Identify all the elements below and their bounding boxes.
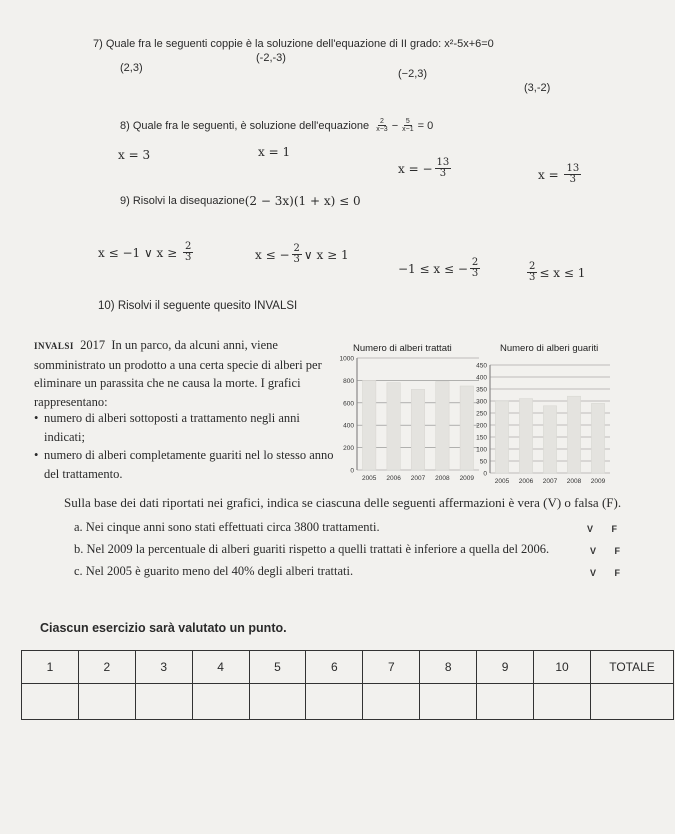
score-header-4: 4 (192, 651, 249, 684)
score-cell[interactable] (420, 684, 477, 720)
score-cell[interactable] (78, 684, 135, 720)
x-tick-label: 2008 (566, 478, 582, 485)
score-cell[interactable] (22, 684, 79, 720)
score-cell[interactable] (534, 684, 591, 720)
score-cell[interactable] (306, 684, 363, 720)
vf-choice-b[interactable]: V F (590, 546, 629, 556)
q8-frac-1: $\frac{2}{x-3}$ (376, 118, 388, 133)
x-tick-label: 2005 (494, 478, 510, 485)
chart-title: Numero di alberi trattati (353, 343, 452, 354)
bar (591, 403, 604, 473)
y-tick-label: 0 (350, 467, 354, 475)
y-tick-label: 250 (476, 410, 487, 418)
score-header-9: 9 (477, 651, 534, 684)
question-7-text: 7) Quale fra le seguenti coppie è la soluzione dell'equazione di II grado: x²-5x+6=0 (93, 38, 494, 50)
bar (543, 406, 556, 473)
y-tick-label: 800 (343, 377, 354, 385)
x-tick-label: 2009 (459, 475, 475, 482)
instruction-text: Sulla base dei dati riportati nei grafici, indica se ciascuna delle seguenti affermazioni è vera (V) o falsa (F). (64, 495, 622, 510)
footer-note: Ciascun esercizio sarà valutato un punto. (40, 621, 287, 635)
y-tick-label: 450 (476, 362, 487, 370)
bar (436, 382, 449, 470)
x-tick-label: 2008 (435, 475, 450, 482)
x-tick-label: 2007 (542, 478, 558, 485)
chart-title: Numero di alberi guariti (500, 343, 599, 354)
score-header-total: TOTALE (591, 651, 674, 684)
q8-option-4: x = $\frac{13}{3}$ (538, 163, 580, 185)
question-9-text: 9) Risolvi la disequazione (2 − 3x)(1 + x) ≤ 0 (120, 194, 361, 208)
statement-a: a. Nei cinque anni sono stati effettuati circa 3800 trattamenti. (74, 520, 380, 534)
invalsi-bullet-2: • numero di alberi completamente guariti nel lo stesso anno del trattamento. (34, 448, 334, 481)
y-tick-label: 300 (476, 398, 487, 406)
q8-frac-2: $\frac{5}{x-1}$ (402, 118, 414, 133)
score-header-6: 6 (306, 651, 363, 684)
bar (411, 389, 424, 470)
bar (387, 383, 400, 470)
score-header-row (22, 651, 674, 684)
statement-c: c. Nel 2005 è guarito meno del 40% degli alberi trattati. (74, 564, 354, 578)
score-cell[interactable] (477, 684, 534, 720)
q9-option-2: x ≤ − $\frac{2}{3}$ ∨ x ≥ 1 (255, 243, 349, 265)
score-cell[interactable] (192, 684, 249, 720)
y-tick-label: 200 (476, 422, 487, 430)
bar (362, 380, 375, 470)
score-table (21, 650, 674, 720)
y-tick-label: 600 (343, 400, 354, 408)
x-tick-label: 2009 (590, 478, 606, 485)
question-10-title: 10) Risolvi il seguente quesito INVALSI (98, 300, 298, 312)
chart-guariti (478, 340, 613, 495)
q8-option-1: x = 3 (118, 148, 151, 162)
y-tick-label: 0 (483, 470, 487, 478)
question-8-text: 8) Quale fra le seguenti, è soluzione dell'equazione $\frac{2}{x-3}$ − $\frac{5}{x-1}$ = 0 (120, 118, 434, 133)
y-tick-label: 400 (476, 374, 487, 382)
y-tick-label: 150 (476, 434, 487, 442)
y-tick-label: 400 (343, 422, 354, 430)
bar (567, 396, 580, 473)
score-cell[interactable] (135, 684, 192, 720)
bar (495, 401, 508, 473)
vf-choice-c[interactable]: V F (590, 568, 629, 578)
q8-option-2: x = 1 (258, 145, 291, 159)
y-tick-label: 50 (479, 458, 487, 466)
q7-option-2: (-2,-3) (256, 52, 286, 64)
x-tick-label: 2005 (361, 475, 377, 482)
x-tick-label: 2006 (386, 475, 401, 482)
y-tick-label: 1000 (339, 355, 354, 363)
q9-option-4: $\frac{2}{3}$ ≤ x ≤ 1 (529, 261, 586, 283)
score-header-8: 8 (420, 651, 477, 684)
q7-option-1: (2,3) (120, 62, 143, 74)
score-value-row (22, 684, 674, 720)
score-header-7: 7 (363, 651, 420, 684)
invalsi-bullet-1: • numero di alberi sottoposti a trattamento negli anni indicati; (34, 411, 300, 444)
vf-choice-a[interactable]: V F (587, 524, 626, 534)
q8-option-3: x = − $\frac{13}{3}$ (398, 157, 450, 179)
statement-b: b. Nel 2009 la percentuale di alberi guariti rispetto a quelli trattati è inferiore a quella del 2006. (74, 542, 550, 556)
invalsi-text: INVALSI 2017 In un parco, da alcuni anni, viene somministrato un prodotto a una certa specie di alberi per eliminare un parassita che ne causa la morte. I grafici rappresentano: (34, 338, 322, 409)
chart-trattati (335, 340, 485, 495)
x-tick-label: 2006 (518, 478, 534, 485)
score-header-5: 5 (249, 651, 306, 684)
score-cell[interactable] (363, 684, 420, 720)
score-header-1: 1 (22, 651, 79, 684)
y-tick-label: 350 (476, 386, 487, 394)
y-tick-label: 200 (343, 445, 354, 453)
q9-option-3: −1 ≤ x ≤ − $\frac{2}{3}$ (398, 257, 479, 279)
score-header-10: 10 (534, 651, 591, 684)
score-cell-total[interactable] (591, 684, 674, 720)
bar (519, 399, 532, 473)
y-tick-label: 100 (476, 446, 487, 454)
x-tick-label: 2007 (410, 475, 426, 482)
score-cell[interactable] (249, 684, 306, 720)
score-header-3: 3 (135, 651, 192, 684)
q9-option-1: x ≤ −1 ∨ x ≥ $\frac{2}{3}$ (98, 241, 192, 263)
score-header-2: 2 (78, 651, 135, 684)
q7-option-4: (3,-2) (524, 82, 551, 94)
q7-option-3: (−2,3) (398, 68, 428, 80)
bar (460, 386, 473, 470)
